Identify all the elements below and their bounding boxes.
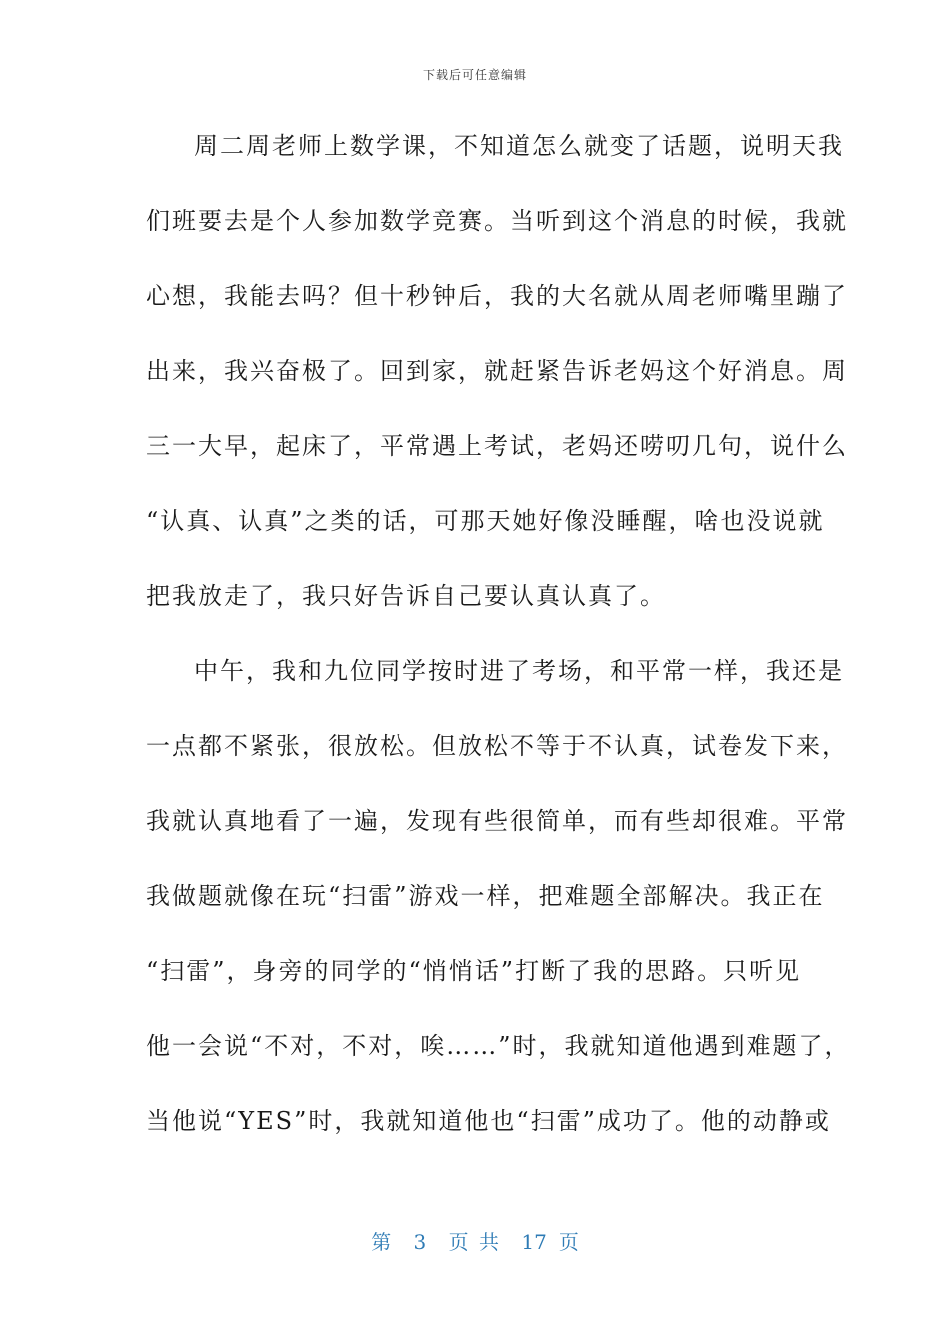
paragraph-line: 我就认真地看了一遍，发现有些很简单，而有些却很难。平常	[146, 807, 848, 835]
paragraph-line: 心想，我能去吗？但十秒钟后，我的大名就从周老师嘴里蹦了	[146, 282, 848, 310]
footer-prefix: 第	[371, 1230, 392, 1254]
paragraph-line: 中午，我和九位同学按时进了考场，和平常一样，我还是	[194, 657, 844, 685]
paragraph-line: “扫雷”，身旁的同学的“悄悄话”打断了我的思路。只听见	[146, 957, 802, 985]
paragraph-line: 出来，我兴奋极了。回到家，就赶紧告诉老妈这个好消息。周	[146, 357, 848, 385]
paragraph-line: 当他说“YES”时，我就知道他也“扫雷”成功了。他的动静或	[146, 1107, 831, 1135]
paragraph-line: 一点都不紧张，很放松。但放松不等于不认真，试卷发下来，	[146, 732, 848, 760]
paragraph-line: 三一大早，起床了，平常遇上考试，老妈还唠叨几句，说什么	[146, 432, 848, 460]
paragraph-line: “认真、认真”之类的话，可那天她好像没睡醒，啥也没说就	[146, 507, 825, 535]
paragraph-line: 他一会说“不对，不对，唉……”时，我就知道他遇到难题了，	[146, 1032, 851, 1060]
footer-total-pages: 17	[521, 1230, 547, 1254]
paragraph-line: 们班要去是个人参加数学竞赛。当听到这个消息的时候，我就	[146, 207, 848, 235]
paragraph-line: 我做题就像在玩“扫雷”游戏一样，把难题全部解决。我正在	[146, 882, 825, 910]
footer-page-number: 3	[413, 1230, 427, 1254]
paragraph-line: 把我放走了，我只好告诉自己要认真认真了。	[146, 582, 666, 610]
page-header: 下载后可任意编辑	[422, 68, 527, 82]
paragraph-line: 周二周老师上数学课，不知道怎么就变了话题，说明天我	[194, 132, 844, 160]
footer-suffix: 页	[558, 1230, 579, 1254]
footer-middle: 页 共	[448, 1230, 499, 1254]
page-footer	[0, 1226, 950, 1255]
document-body	[146, 121, 851, 1171]
